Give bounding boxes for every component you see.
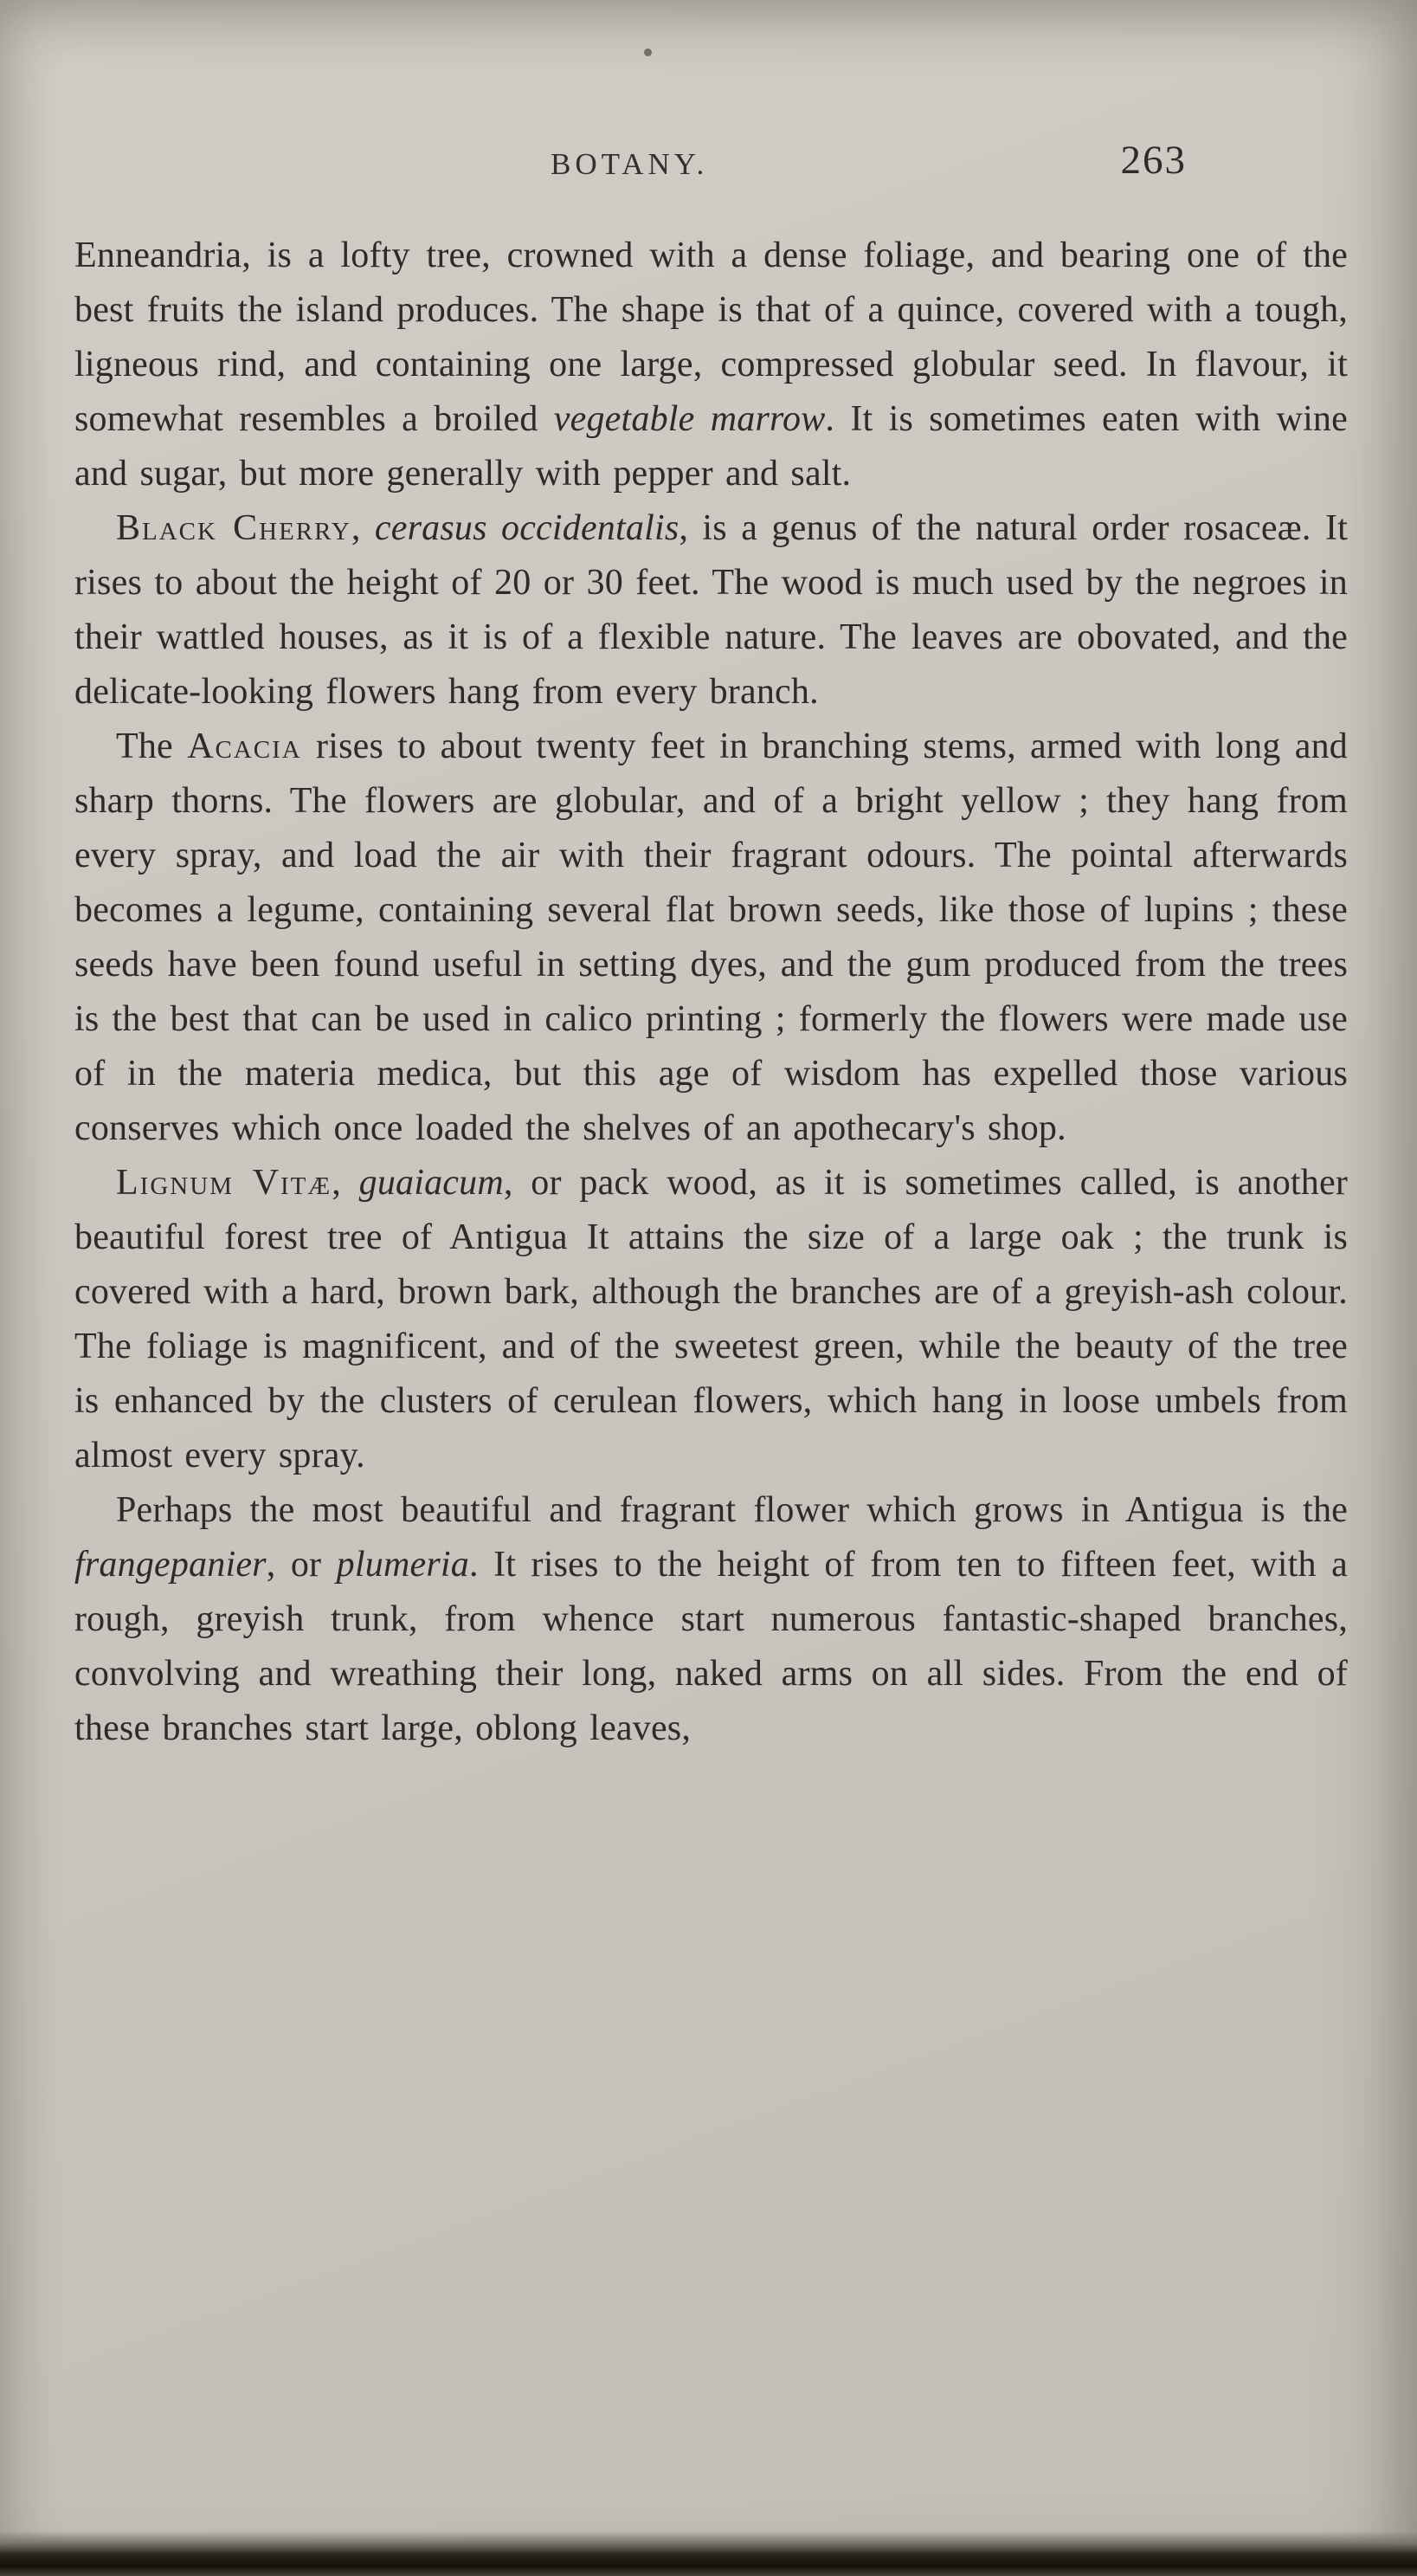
page-number: 263 bbox=[1120, 138, 1187, 183]
paragraph bbox=[74, 501, 1348, 720]
paragraph bbox=[74, 1156, 1348, 1483]
text-run: . It is sometimes eaten with wine and sugar, but more generally with pepper and salt. bbox=[74, 399, 1348, 494]
italic-text-run: guaiacum bbox=[358, 1163, 504, 1203]
text-run: , or pack wood, as it is sometimes called, is another beautiful forest tree of Antigua It attains the size of a large oak ; the trunk is covered with a hard, brown bark, although the branches are of a greyish-ash colour. The foliage is magnificent, and of the sweetest green, while the beauty of the tree is enhanced by the clusters of cerulean flowers, which hang in loose umbels from almost every spray. bbox=[74, 1163, 1349, 1475]
page-header bbox=[74, 137, 1348, 190]
smallcaps-text-run: Lignum Vitæ bbox=[116, 1163, 332, 1203]
paragraph bbox=[74, 1483, 1348, 1756]
page-bottom-edge bbox=[0, 2531, 1417, 2576]
text-run: , bbox=[351, 508, 375, 548]
page-body bbox=[74, 229, 1348, 1756]
text-run: Perhaps the most beautiful and fragrant flower which grows in Antigua is the bbox=[116, 1490, 1348, 1530]
italic-text-run: plumeria bbox=[336, 1545, 469, 1585]
text-run: The bbox=[116, 726, 188, 766]
text-run: . It rises to the height of from ten to fifteen feet, with a rough, greyish trunk, from whence start numerous fantastic-shaped branches, convolving and wreathing their long, naked arms on all sides. From the end of these branches start large, oblong leaves, bbox=[74, 1545, 1348, 1748]
running-title: BOTANY. bbox=[551, 147, 709, 181]
text-run: Enneandria, is a lofty tree, crowned with a dense foliage, and bearing one of the best fruits the island produces. The shape is that of a quince, covered with a tough, ligneous rind, and containing one large, compressed globular seed. In flavour, it somewhat resembles a broiled bbox=[74, 236, 1348, 439]
paragraph bbox=[74, 720, 1348, 1156]
paragraph bbox=[74, 229, 1348, 501]
smallcaps-text-run: Black Cherry bbox=[116, 508, 351, 548]
text-run: , bbox=[332, 1163, 359, 1203]
text-run: rises to about twenty feet in branching stems, armed with long and sharp thorns. The flowers are globular, and of a bright yellow ; they hang from every spray, and load the air with their fragrant odours. The pointal afterwards becomes a legume, containing several flat brown seeds, like those of lupins ; these seeds have been found useful in setting dyes, and the gum produced from the trees is the best that can be used in calico printing ; formerly the flowers were made use of in the materia medica, but this age of wisdom has expelled those various conserves which once loaded the shelves of an apothecary's shop. bbox=[74, 726, 1348, 1148]
italic-text-run: vegetable marrow bbox=[553, 399, 826, 439]
italic-text-run: frangepanier bbox=[74, 1545, 267, 1585]
text-run: , or bbox=[266, 1545, 337, 1585]
smallcaps-text-run: Acacia bbox=[187, 726, 302, 766]
text-run: , is a genus of the natural order rosaceæ. It rises to about the height of 20 or 30 feet. The wood is much used by the negroes in their wattled houses, as it is of a flexible nature. The leaves are obovated, and the delicate-looking flowers hang from every branch. bbox=[74, 508, 1349, 712]
italic-text-run: cerasus occidentalis bbox=[374, 508, 680, 548]
